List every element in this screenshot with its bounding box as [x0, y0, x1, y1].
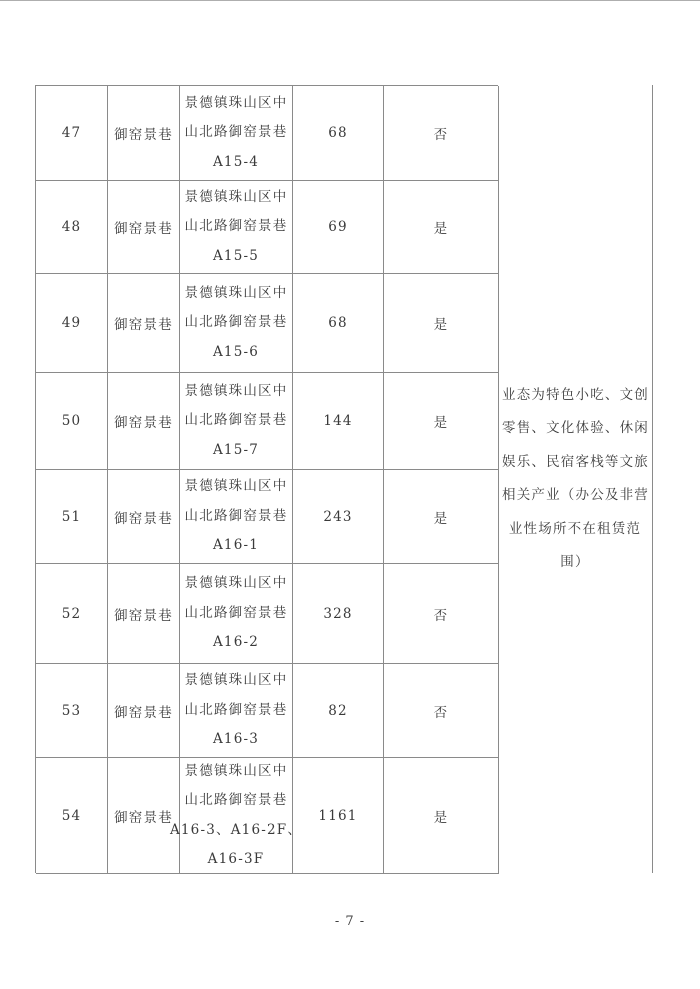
note-line: 娱乐、民宿客栈等文旅	[502, 453, 649, 470]
serial-number-cell: 52	[36, 564, 108, 664]
serial-number-cell: 53	[36, 664, 108, 758]
address-line: 山北路御窑景巷	[184, 218, 288, 235]
serial-number-cell: 48	[36, 181, 108, 274]
address-line: 景德镇珠山区中	[184, 284, 288, 301]
serial-number-cell: 54	[36, 758, 108, 874]
serial-number-cell: 49	[36, 274, 108, 373]
address-line: A16-3	[212, 731, 260, 748]
street-name-cell: 御窑景巷	[108, 758, 180, 874]
street-name-cell: 御窑景巷	[108, 564, 180, 664]
note-line: 零售、文化体验、休闲	[502, 420, 649, 436]
serial-number-cell: 50	[36, 373, 108, 470]
area-cell: 68	[293, 274, 384, 373]
address-line: A16-1	[212, 537, 260, 554]
address-line: 景德镇珠山区中	[184, 188, 288, 205]
area-cell: 243	[293, 470, 384, 564]
leased-flag-cell: 否	[384, 86, 499, 181]
address-line: 山北路御窑景巷	[184, 124, 288, 141]
address-line: 景德镇珠山区中	[184, 478, 288, 495]
leased-flag-cell: 否	[384, 564, 499, 664]
leased-flag-cell: 是	[384, 758, 499, 874]
area-cell: 144	[293, 373, 384, 470]
address-cell	[180, 373, 293, 470]
address-cell	[169, 758, 303, 874]
serial-number-cell: 51	[36, 470, 108, 564]
area-cell: 82	[293, 664, 384, 758]
address-line: A15-7	[212, 441, 260, 458]
street-name-cell: 御窑景巷	[108, 373, 180, 470]
address-line: A15-4	[212, 153, 260, 170]
leased-flag-cell: 否	[384, 664, 499, 758]
address-line: A16-3、A16-2F、	[169, 821, 303, 838]
business-scope-note-cell	[498, 85, 653, 873]
address-line: 景德镇珠山区中	[184, 672, 288, 689]
address-cell	[180, 274, 293, 373]
page-number: - 7 -	[334, 914, 366, 929]
street-name-cell: 御窑景巷	[108, 86, 180, 181]
note-line: 业性场所不在租赁范	[508, 520, 642, 537]
address-line: 景德镇珠山区中	[184, 94, 288, 111]
address-cell	[180, 181, 293, 274]
note-line: 围）	[560, 554, 590, 570]
leased-flag-cell: 是	[384, 373, 499, 470]
address-cell	[180, 664, 293, 758]
area-cell: 69	[293, 181, 384, 274]
area-cell: 68	[293, 86, 384, 181]
street-name-cell: 御窑景巷	[108, 664, 180, 758]
street-name-cell: 御窑景巷	[108, 181, 180, 274]
address-line: 山北路御窑景巷	[184, 314, 288, 331]
leased-flag-cell: 是	[384, 274, 499, 373]
serial-number-cell: 47	[36, 86, 108, 181]
address-line: A15-6	[212, 343, 260, 360]
address-line: A16-3F	[207, 851, 265, 867]
leased-flag-cell: 是	[384, 181, 499, 274]
address-line: 山北路御窑景巷	[184, 701, 288, 718]
street-name-cell: 御窑景巷	[108, 470, 180, 564]
address-cell	[180, 564, 293, 664]
address-line: A16-2	[212, 634, 260, 651]
rental-properties-table	[35, 85, 653, 873]
address-line: 景德镇珠山区中	[184, 575, 288, 592]
street-name-cell: 御窑景巷	[108, 274, 180, 373]
leased-flag-cell: 是	[384, 470, 499, 564]
address-line: A15-5	[212, 247, 260, 264]
address-line: 山北路御窑景巷	[184, 792, 288, 808]
note-line: 相关产业（办公及非营	[502, 487, 649, 503]
note-line: 业态为特色小吃、文创	[502, 386, 649, 403]
table-grid	[35, 85, 498, 873]
address-line: 山北路御窑景巷	[184, 507, 288, 524]
page-top-edge	[0, 0, 700, 1]
address-line: 山北路御窑景巷	[184, 604, 288, 621]
area-cell: 328	[293, 564, 384, 664]
address-line: 景德镇珠山区中	[184, 382, 288, 399]
address-cell	[180, 470, 293, 564]
area-cell: 1161	[293, 758, 384, 874]
address-cell	[180, 86, 293, 181]
address-line: 景德镇珠山区中	[184, 762, 288, 779]
address-line: 山北路御窑景巷	[184, 412, 288, 429]
